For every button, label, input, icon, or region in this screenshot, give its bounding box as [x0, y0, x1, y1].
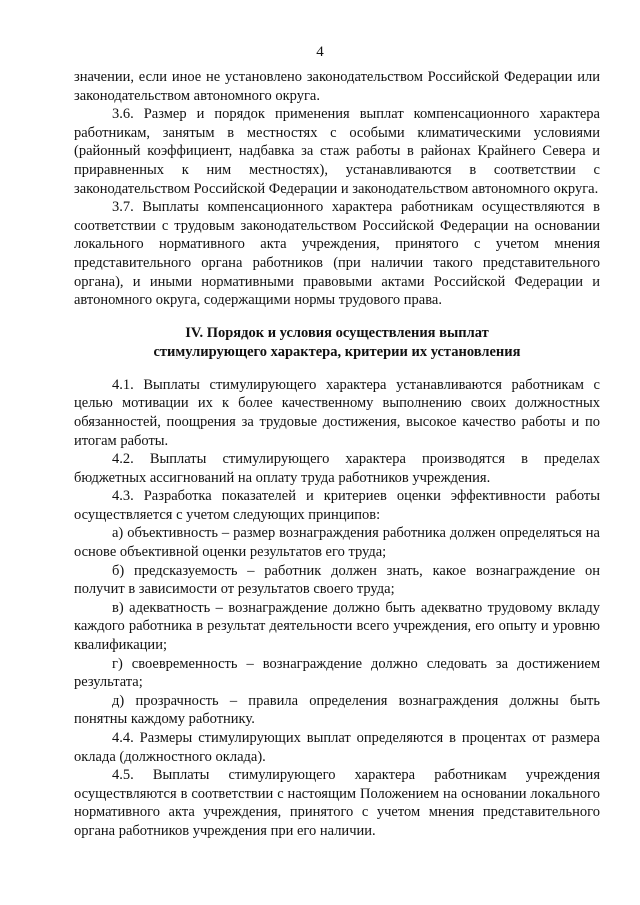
paragraph-4-1: 4.1. Выплаты стимулирующего характера устанавливаются работникам с целью мотивации их к более качественному выполнению своих должностных обязанностей, поощрения за трудовые достижения, высокое качество работы и по итогам работы. — [74, 376, 600, 449]
section-heading-line-1: IV. Порядок и условия осуществления выплат — [185, 324, 489, 341]
document-body — [74, 68, 600, 841]
principle-d: д) прозрачность – правила определения вознаграждения должны быть понятны каждому работнику. — [74, 692, 600, 728]
paragraph-continuation: значении, если иное не установлено законодательством Российской Федерации или законодательством автономного округа. — [74, 69, 600, 104]
section-heading — [74, 324, 600, 362]
principle-v: в) адекватность – вознаграждение должно быть адекватно трудовому вкладу каждого работника в результат деятельности всего учреждения, его опыту и уровню квалификации; — [74, 599, 600, 654]
paragraph-4-5: 4.5. Выплаты стимулирующего характера работникам учреждения осуществляются в соответствии с настоящим Положением на основании локального нормативного акта учреждения, принятого с учетом мнения представительного органа работников учреждения при его наличии. — [74, 767, 600, 839]
section-heading-line-2: стимулирующего характера, критерии их установления — [153, 343, 521, 360]
paragraph-4-3: 4.3. Разработка показателей и критериев оценки эффективности работы осуществляется с учетом следующих принципов: — [74, 488, 600, 523]
principle-b: б) предсказуемость – работник должен знать, какое вознаграждение он получит в зависимости от результатов своего труда; — [74, 562, 600, 598]
paragraph-3-7: 3.7. Выплаты компенсационного характера работникам осуществляются в соответствии с трудовым законодательством Российской Федерации на основании локального нормативного акта учреждения, принятого с учетом мнения представительного органа работников (при наличии такого представительного органа), и иными нормативными правовыми актами Российской Федерации и автономного округа, содержащими нормы трудового права. — [74, 199, 600, 309]
principle-g: г) своевременность – вознаграждение должно следовать за достижением результата; — [74, 655, 600, 691]
principle-a: а) объективность – размер вознаграждения работника должен определяться на основе объективной оценки результатов его труда; — [74, 525, 600, 561]
paragraph-4-2: 4.2. Выплаты стимулирующего характера производятся в пределах бюджетных ассигнований на оплату труда работников учреждения. — [74, 451, 600, 486]
paragraph-3-6: 3.6. Размер и порядок применения выплат компенсационного характера работникам, занятым в местностях с особыми климатическими условиями (районный коэффициент, надбавка за стаж работы в районах Крайнего Севера и приравненных к ним местностях), устанавливаются в соответствии с законодательством Российской Федерации и законодательством автономного округа. — [74, 106, 600, 197]
paragraph-4-4: 4.4. Размеры стимулирующих выплат определяются в процентах от размера оклада (должностного оклада). — [74, 730, 600, 765]
page-number: 4 — [316, 44, 324, 60]
